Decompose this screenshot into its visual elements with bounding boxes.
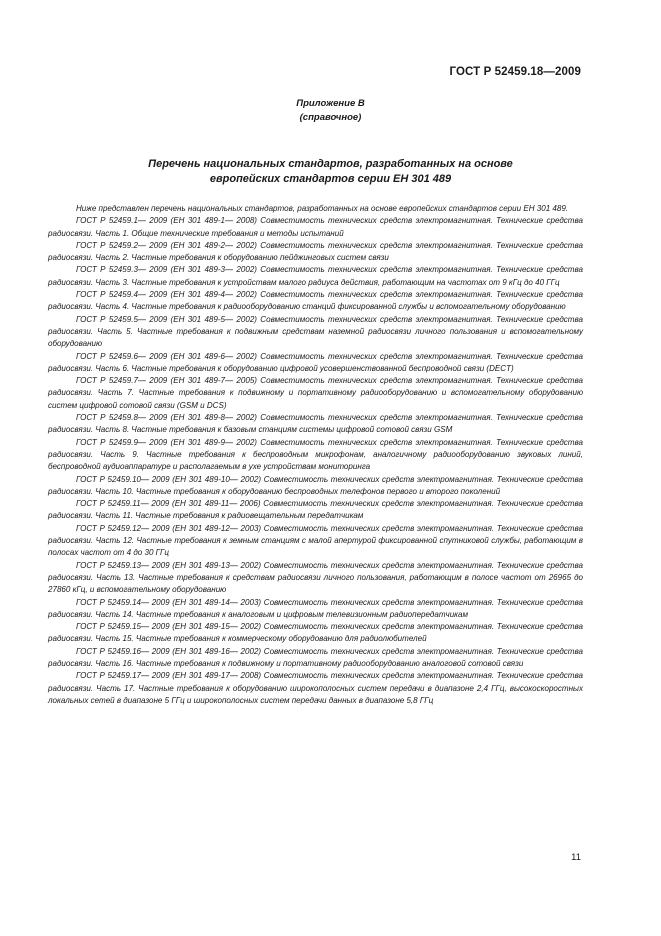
standard-item: ГОСТ Р 52459.12— 2009 (ЕН 301 489-12— 2003) Совместимость технических средств электромагнитная. Технические средства радиосвязи. Часть 12. Частные требования к земным станциям с малой апертурой фиксированной спутниковой службы, работающим в полосах частот от 4 до 30 ГГц (48, 523, 583, 558)
standard-item: ГОСТ Р 52459.5— 2009 (ЕН 301 489-5— 2002) Совместимость технических средств электромагнитная. Технические средства радиосвязи. Часть 5. Частные требования к подвижным средствам наземной радиосвязи личного пользования и вспомогательному оборудованию (48, 314, 583, 349)
annex-type: (справочное) (299, 112, 362, 123)
title-line-1: Перечень национальных стандартов, разработанных на основе (148, 158, 513, 170)
standard-item: ГОСТ Р 52459.10— 2009 (ЕН 301 489-10— 2002) Совместимость технических средств электромагнитная. Технические средства радиосвязи. Часть 10. Частные требования к оборудованию беспроводных телефонов первого и второго поколений (48, 474, 583, 496)
standard-item: ГОСТ Р 52459.9— 2009 (ЕН 301 489-9— 2002) Совместимость технических средств электромагнитная. Технические средства радиосвязи. Часть 9. Частные требования к беспроводным микрофонам, аналогичному радиооборудованию звуковых линий, беспроводной аудиоаппаратуре и располагаемым в ухе устройствам мониторинга (48, 437, 583, 472)
standard-item: ГОСТ Р 52459.11— 2009 (ЕН 301 489-11— 2006) Совместимость технических средств электромагнитная. Технические средства радиосвязи. Часть 11. Частные требования к радиовещательным передатчикам (48, 499, 583, 521)
standard-item: ГОСТ Р 52459.4— 2009 (ЕН 301 489-4— 2002) Совместимость технических средств электромагнитная. Технические средства радиосвязи. Часть 4. Частные требования к радиооборудованию станций фиксированной службы и вспомогательному оборудованию (48, 290, 583, 312)
standard-item: ГОСТ Р 52459.15— 2009 (ЕН 301 489-15— 2002) Совместимость технических средств электромагнитная. Технические средства радиосвязи. Часть 15. Частные требования к коммерческому оборудованию для радиолюбителей (48, 622, 583, 644)
standards-list (48, 203, 583, 707)
standard-item: ГОСТ Р 52459.1— 2009 (ЕН 301 489-1— 2008) Совместимость технических средств электромагнитная. Технические средства радиосвязи. Часть 1. Общие технические требования и методы испытаний (48, 216, 583, 238)
standard-item: ГОСТ Р 52459.8— 2009 (ЕН 301 489-8— 2002) Совместимость технических средств электромагнитная. Технические средства радиосвязи. Часть 8. Частные требования к базовым станциям системы цифровой сотовой связи GSM (48, 413, 583, 435)
standard-item: ГОСТ Р 52459.3— 2009 (ЕН 301 489-3— 2002) Совместимость технических средств электромагнитная. Технические средства радиосвязи. Часть 3. Частные требования к устройствам малого радиуса действия, работающим на частотах от 9 кГц до 40 ГГц (48, 265, 583, 287)
title-line-2: европейских стандартов серии ЕН 301 489 (209, 173, 452, 185)
intro-paragraph: Ниже представлен перечень национальных стандартов, разработанных на основе европейских стандартов серии ЕН 301 489. (76, 204, 569, 213)
page-number: 11 (571, 852, 581, 863)
annex-heading (0, 97, 661, 125)
document-code: ГОСТ Р 52459.18—2009 (449, 66, 581, 78)
standard-item: ГОСТ Р 52459.17— 2009 (ЕН 301 489-17— 2008) Совместимость технических средств электромагнитная. Технические средства радиосвязи. Часть 17. Частные требования к оборудованию широкополосных систем передачи в диапазоне 2,4 ГГц, высокоскоростных локальных сетей в диапазоне 5 ГГц и широкополосных систем передачи данных в диапазоне 5,8 ГГц (48, 671, 583, 705)
standard-item: ГОСТ Р 52459.7— 2009 (ЕН 301 489-7— 2005) Совместимость технических средств электромагнитная. Технические средства радиосвязи. Часть 7. Частные требования к подвижному и портативному радиооборудованию и вспомогательному оборудованию систем цифровой сотовой связи (GSM и DCS) (48, 376, 583, 410)
standard-item: ГОСТ Р 52459.16— 2009 (ЕН 301 489-16— 2002) Совместимость технических средств электромагнитная. Технические средства радиосвязи. Часть 16. Частные требования к подвижному и портативному радиооборудованию аналоговой сотовой связи (48, 646, 583, 668)
annex-label: Приложение В (296, 98, 365, 109)
standard-item: ГОСТ Р 52459.6— 2009 (ЕН 301 489-6— 2002) Совместимость технических средств электромагнитная. Технические средства радиосвязи. Часть 6. Частные требования к оборудованию цифровой усовершенствованной беспроводной связи (DECT) (48, 351, 583, 373)
standard-item: ГОСТ Р 52459.14— 2009 (ЕН 301 489-14— 2003) Совместимость технических средств электромагнитная. Технические средства радиосвязи. Часть 14. Частные требования к аналоговым и цифровым телевизионным радиопередатчикам (48, 597, 583, 619)
page-title (0, 157, 661, 187)
standard-item: ГОСТ Р 52459.13— 2009 (ЕН 301 489-13— 2002) Совместимость технических средств электромагнитная. Технические средства радиосвязи. Часть 13. Частные требования к средствам радиосвязи личного пользования, работающим в полосе частот от 26965 до 27860 кГц, и вспомогательному оборудованию (48, 560, 583, 595)
standard-item: ГОСТ Р 52459.2— 2009 (ЕН 301 489-2— 2002) Совместимость технических средств электромагнитная. Технические средства радиосвязи. Часть 2. Частные требования к оборудованию пейджинговых систем связи (48, 240, 583, 263)
